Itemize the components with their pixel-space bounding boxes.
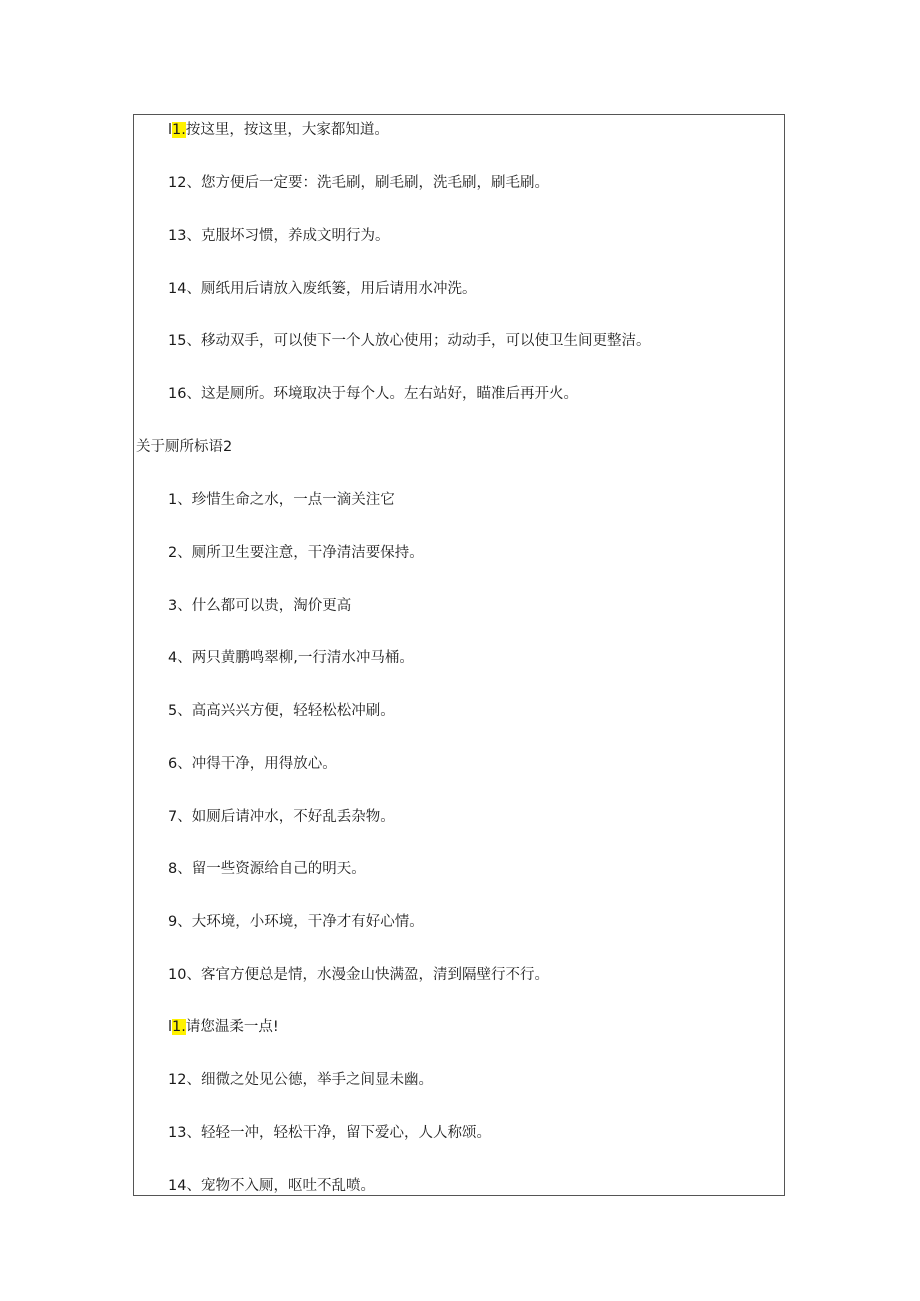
item-number: 7、 <box>168 809 192 825</box>
item-number: 12、 <box>168 1072 201 1088</box>
list-item <box>168 912 424 932</box>
item-number: 9、 <box>168 914 192 930</box>
item-text: 宠物不入厕，呕吐不乱喷。 <box>200 1178 375 1194</box>
list-item <box>168 965 549 985</box>
item-number: 8、 <box>168 861 192 877</box>
item-text: 按这里，按这里，大家都知道。 <box>185 122 389 138</box>
item-number: 6、 <box>168 756 192 772</box>
item-prefix: l <box>168 122 173 138</box>
list-item <box>168 226 389 246</box>
item-text: 您方便后一定要：洗毛刷，刷毛刷，洗毛刷，刷毛刷。 <box>200 175 549 191</box>
item-text: 大环境，小环境，干净才有好心情。 <box>191 914 424 930</box>
list-item <box>168 279 476 299</box>
item-text: 冲得干净，用得放心。 <box>191 756 337 772</box>
list-item <box>168 859 366 879</box>
list-item <box>168 1070 433 1090</box>
item-text: 高高兴兴方便，轻轻松松冲刷。 <box>191 703 395 719</box>
list-item <box>168 754 337 774</box>
item-text: 什么都可以贵，淘价更高 <box>191 598 352 614</box>
list-item <box>168 1123 491 1143</box>
item-number: 12、 <box>168 175 201 191</box>
list-item <box>168 173 549 193</box>
item-text: 珍惜生命之水，一点一滴关注它 <box>191 492 395 508</box>
item-prefix: l <box>168 1019 173 1035</box>
list-item <box>168 120 389 140</box>
item-number: 5、 <box>168 703 192 719</box>
item-number: 13、 <box>168 1125 201 1141</box>
list-item <box>168 384 578 404</box>
list-item <box>168 648 414 668</box>
item-text: 轻轻一冲，轻松干净，留下爱心，人人称颂。 <box>200 1125 491 1141</box>
item-text: 如厕后请冲水，不好乱丢杂物。 <box>191 809 395 825</box>
list-item <box>168 701 395 721</box>
item-number: 2、 <box>168 545 192 561</box>
item-text: 克服坏习惯，养成文明行为。 <box>200 228 390 244</box>
item-text: 请您温柔一点! <box>185 1019 279 1035</box>
item-text: 厕纸用后请放入废纸篓，用后请用水冲洗。 <box>200 281 477 297</box>
list-item <box>168 1017 279 1037</box>
item-number: 15、 <box>168 333 201 349</box>
list-item <box>168 807 395 827</box>
item-text: 厕所卫生要注意，干净清洁要保持。 <box>191 545 424 561</box>
item-text: 细微之处见公德，举手之间显未幽。 <box>200 1072 433 1088</box>
list-item <box>168 1176 375 1196</box>
item-text: 留一些资源给自己的明天。 <box>191 861 366 877</box>
item-text: 两只黄鹏鸣翠柳,一行清水冲马桶。 <box>191 650 414 666</box>
item-number: 4、 <box>168 650 192 666</box>
item-number: 14、 <box>168 1178 201 1194</box>
item-number: 14、 <box>168 281 201 297</box>
highlighted-number: 1. <box>172 122 186 138</box>
item-number: 1、 <box>168 492 192 508</box>
highlighted-number: 1. <box>172 1019 186 1035</box>
list-item <box>168 596 351 616</box>
list-item <box>168 543 424 563</box>
item-text: 客官方便总是情，水漫金山快满盈，清到隔壁行不行。 <box>200 967 549 983</box>
section-heading: 关于厕所标语2 <box>136 439 233 455</box>
item-number: 3、 <box>168 598 192 614</box>
item-number: 13、 <box>168 228 201 244</box>
list-item <box>168 331 650 351</box>
item-number: 16、 <box>168 386 201 402</box>
item-number: 10、 <box>168 967 201 983</box>
item-text: 移动双手，可以使下一个人放心使用；动动手，可以使卫生间更整洁。 <box>200 333 651 349</box>
list-item <box>168 490 395 510</box>
item-text: 这是厕所。环境取决于每个人。左右站好，瞄准后再开火。 <box>200 386 578 402</box>
